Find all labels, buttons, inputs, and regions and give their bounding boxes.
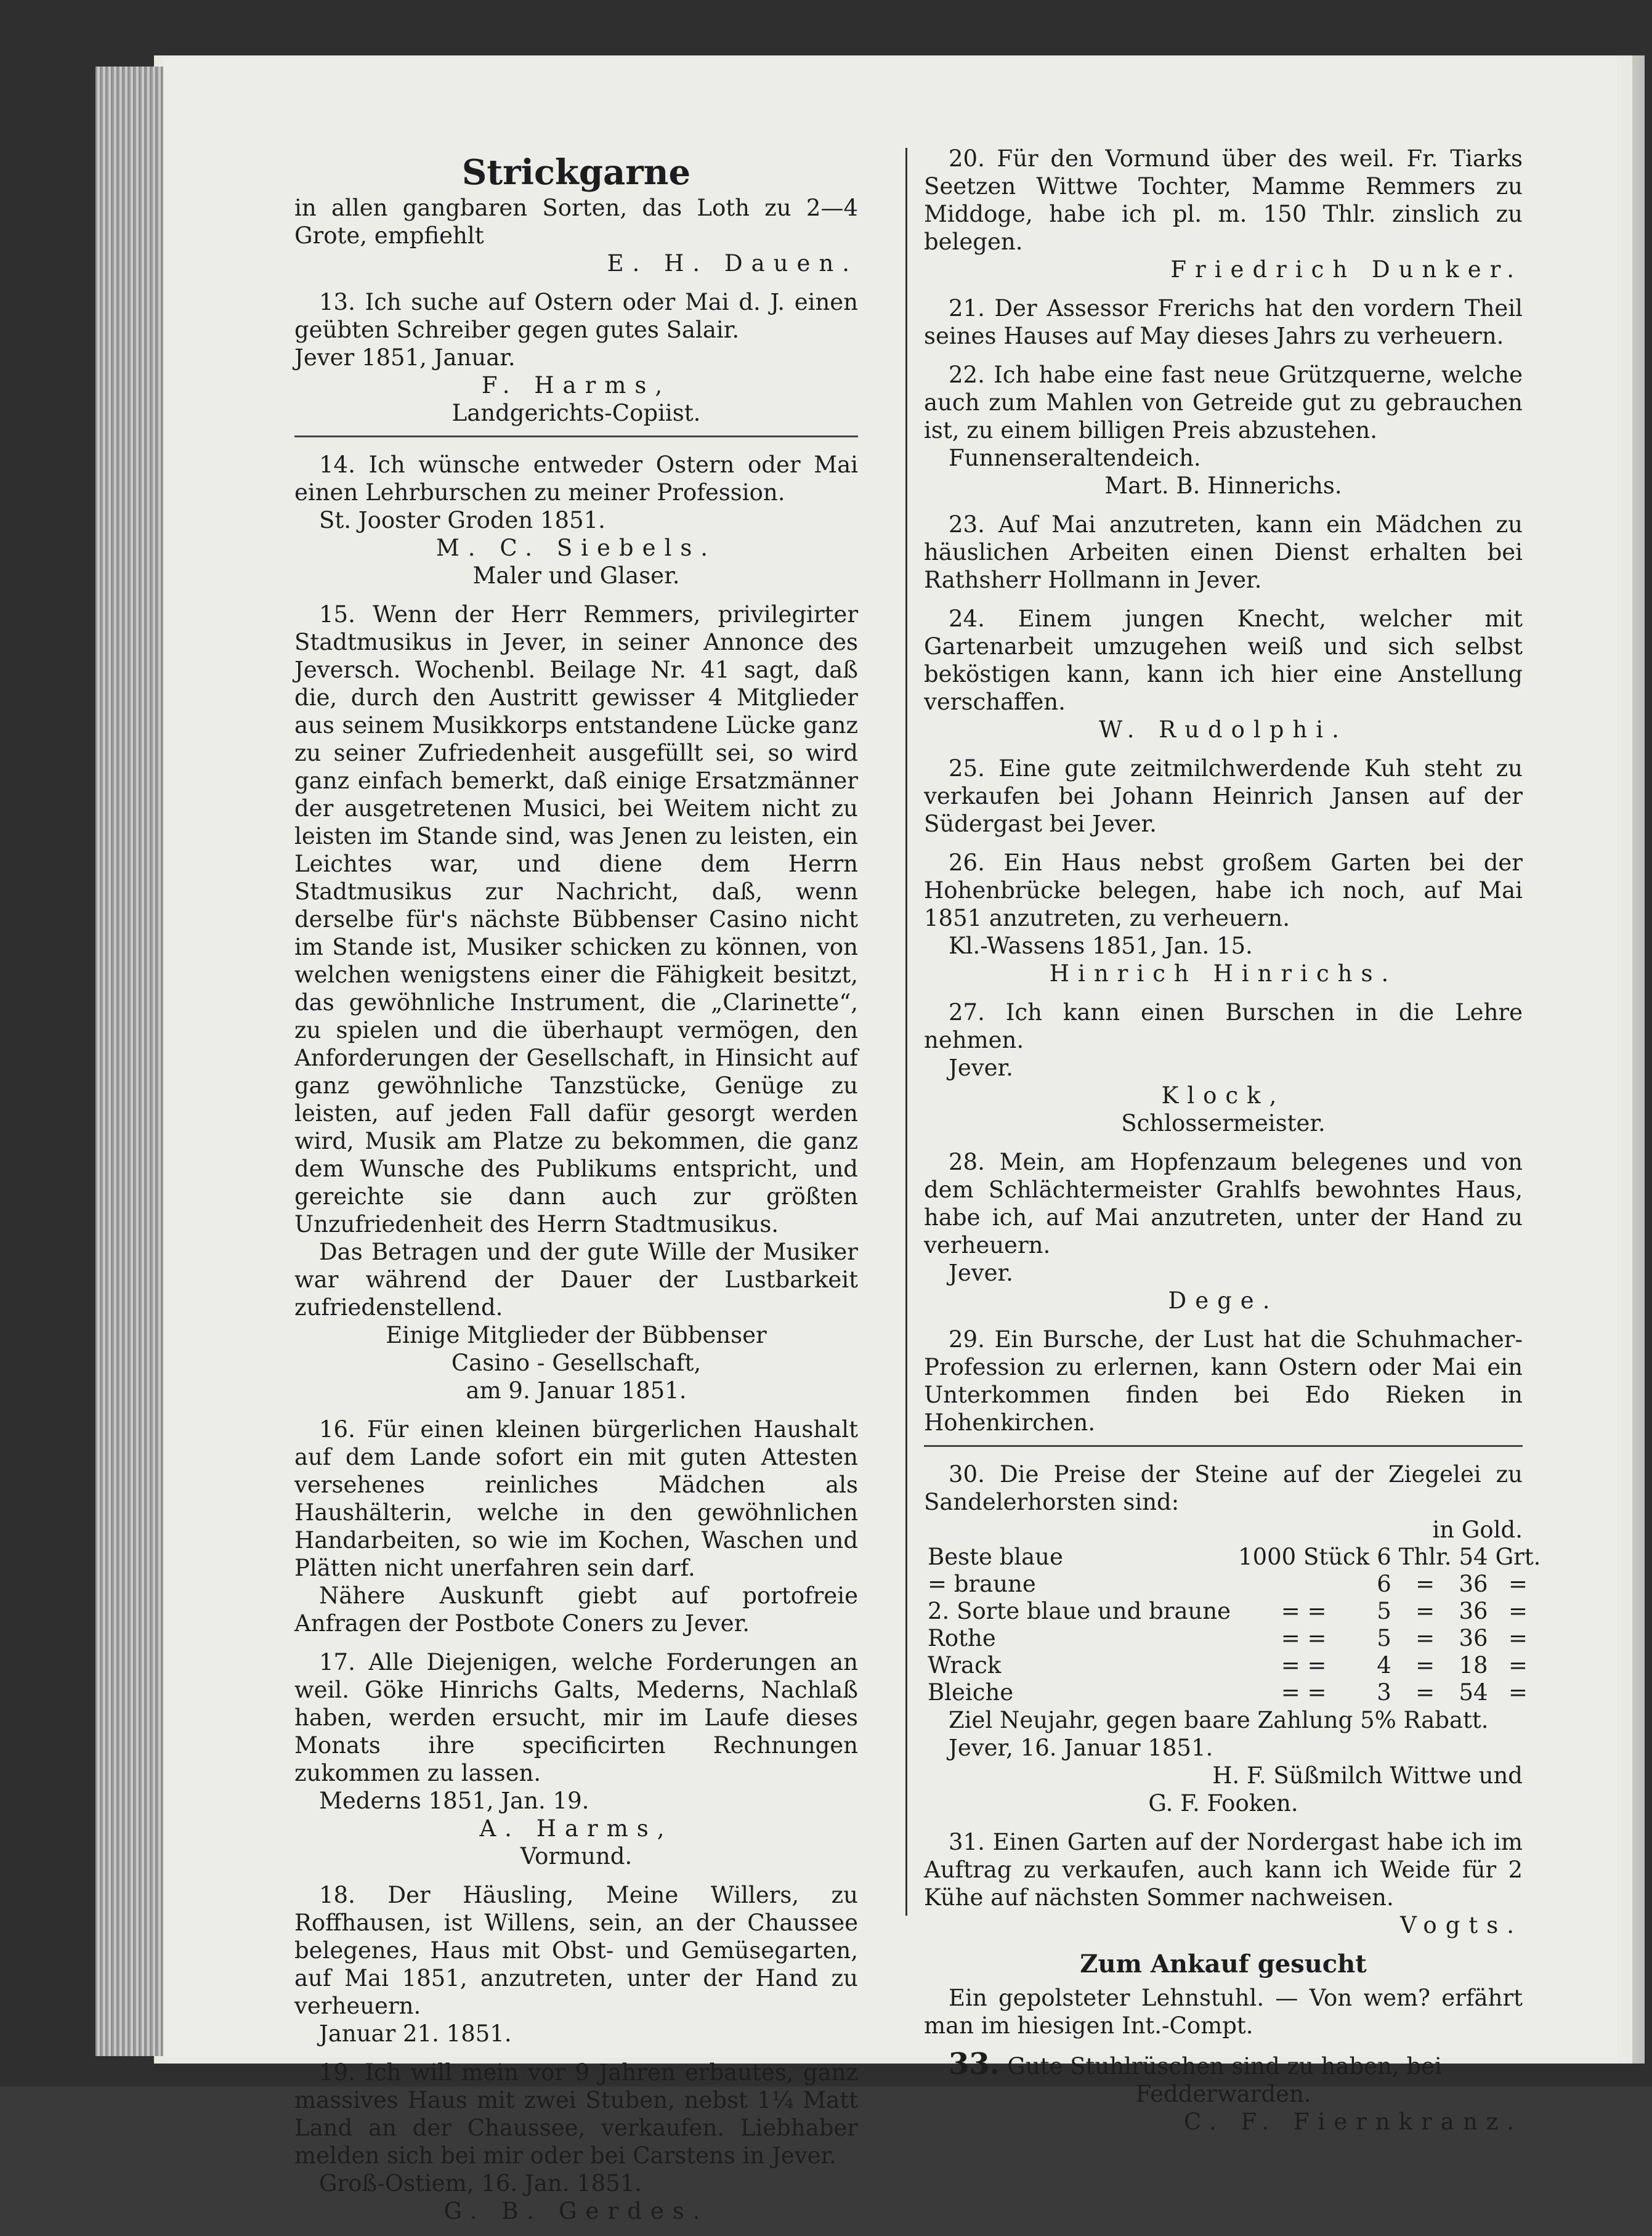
ad-number: 33. — [949, 2047, 1000, 2081]
price-thaler-unit: = — [1415, 1598, 1435, 1624]
ad-body: 30. Die Preise der Steine auf der Ziegelei zu Sandelerhorsten sind: — [924, 1461, 1523, 1515]
ad-31 — [924, 1828, 1523, 1939]
price-thaler: 4 — [1377, 1652, 1391, 1679]
ad-body-wrapper — [924, 2047, 1523, 2081]
ad-date: am 9. Januar 1851. — [466, 1377, 687, 1404]
ad-place-date: Groß-Ostiem, 16. Jan. 1851. — [319, 2170, 642, 2197]
ad-place-date: Jever, 16. Januar 1851. — [949, 1735, 1213, 1761]
ad-signature: Vogts. — [1400, 1912, 1523, 1938]
price-grote: 54 — [1459, 1544, 1488, 1570]
ad-21 — [924, 294, 1523, 350]
ad-body-continued: Nähere Auskunft giebt auf portofreie Anfragen der Postbote Coners zu Jever. — [294, 1582, 858, 1637]
ad-13 — [294, 288, 858, 437]
ad-body: 31. Einen Garten auf der Nordergast habe ich im Auftrag zu verkaufen, auch kann ich Weide für 2 Kühe auf nächsten Sommer nachweisen. — [924, 1829, 1523, 1911]
price-quantity: = = — [1281, 1625, 1327, 1651]
ad-15 — [294, 601, 858, 1404]
ad-body: 21. Der Assessor Frerichs hat den vordern Theil seines Hauses auf May dieses Jahrs zu verheuern. — [924, 295, 1523, 349]
price-thaler: 5 — [1377, 1625, 1391, 1651]
ad-place-date: Jever 1851, Januar. — [294, 344, 516, 371]
price-row — [924, 1679, 1544, 1706]
ad-23 — [924, 511, 1523, 594]
price-quantity: = = — [1281, 1598, 1327, 1624]
column-divider — [905, 148, 907, 1916]
ad-signature-line-2: Casino - Gesellschaft, — [451, 1350, 702, 1376]
ad-29 — [924, 1326, 1523, 1447]
ad-body: 17. Alle Diejenigen, welche Forderungen an weil. Göke Hinrichs Galts, Mederns, Nachlaß haben, werden ersucht, mir im Laufe dieses Monats ihre specificirten Rechnungen zukommen zu lassen. — [294, 1649, 858, 1786]
price-grote: 36 — [1459, 1598, 1488, 1624]
price-currency-header: in Gold. — [1432, 1517, 1523, 1543]
ad-date: Januar 21. 1851. — [319, 2020, 512, 2047]
price-row — [924, 1652, 1544, 1679]
ad-body: Gute Stuhlrüschen sind zu haben, bei — [1007, 2053, 1442, 2080]
price-grote: 54 — [1459, 1679, 1488, 1706]
ad-place-date: Kl.-Wassens 1851, Jan. 15. — [949, 933, 1253, 959]
ad-body: 16. Für einen kleinen bürgerlichen Haushalt auf dem Lande sofort ein mit guten Attesten versehenes reinliches Mädchen als Haushälterin, welche in den gewöhnlichen Handarbeiten, so wie im Kochen, Waschen und Plätten nicht unerfahren sein darf. — [294, 1416, 858, 1581]
price-label: Beste blaue — [928, 1544, 1063, 1570]
price-grote-unit: = — [1508, 1598, 1528, 1624]
ad-place: Jever. — [949, 1055, 1013, 1081]
price-grote: 36 — [1459, 1571, 1488, 1597]
ad-body: in allen gangbaren Sorten, das Loth zu 2—4 Grote, empfiehlt — [294, 195, 858, 249]
price-grote-unit: = — [1508, 1625, 1528, 1651]
price-grote-unit: = — [1508, 1571, 1528, 1597]
ad-body: 20. Für den Vormund über des weil. Fr. Tiarks Seetzen Wittwe Tochter, Mamme Remmers zu Middoge, habe ich pl. m. 150 Thlr. zinslich zu belegen. — [924, 145, 1523, 255]
ad-signature: Mart. B. Hinnerichs. — [1104, 472, 1342, 499]
price-thaler-unit: = — [1415, 1625, 1435, 1651]
ad-signature: Friedrich Dunker. — [1170, 256, 1523, 283]
price-row — [924, 1625, 1544, 1652]
ad-17 — [294, 1648, 858, 1870]
price-quantity: 1000 Stück — [1238, 1544, 1370, 1570]
ad-body: 27. Ich kann einen Burschen in die Lehre nehmen. — [924, 999, 1523, 1053]
ad-body: 15. Wenn der Herr Remmers, privilegirter Stadtmusikus in Jever, in seiner Annonce des Jeversch. Wochenbl. Beilage Nr. 41 sagt, daß die, durch den Austritt gewisser 4 Mitglieder aus seinem Musikkorps entstandene Lücke ganz zu seiner Zufriedenheit ausgefüllt sei, so wird ganz einfach bemerkt, daß einige Ersatzmänner der ausgetretenen Musici, bei Weitem nicht zu leisten im Stande sind, was Jenen zu leisten, ein Leichtes war, und diene dem Herrn Stadtmusikus zur Nachricht, daß, wenn derselbe für's nächste Bübbenser Casino nicht im Stande ist, Musiker schicken zu können, von welchen wenigstens einer die Fähigkeit besitzt, das gewöhnliche Instrument, die „Clarinette“, zu spielen und die überhaupt vermögen, den Anforderungen der Gesellschaft, in Hinsicht auf ganz gewöhnliche Tanzstücke, Genüge zu leisten, auf jeden Fall dafür gesorgt werden wird, Musik am Platze zu bekommen, die ganz dem Wunsche des Publikums entspricht, und gereichte sie dann auch zur größten Unzufriedenheit des Herrn Stadtmusikus. — [294, 601, 858, 1237]
ad-body: 28. Mein, am Hopfenzaum belegenes und von dem Schlächtermeister Grahlfs bewohntes Haus, habe ich, auf Mai anzutreten, unter der Hand zu verheuern. — [924, 1149, 1523, 1258]
ad-27 — [924, 999, 1523, 1137]
ad-title: Zum Ankauf gesucht — [1080, 1950, 1367, 1979]
separator-rule — [294, 435, 858, 437]
ad-body: 25. Eine gute zeitmilchwerdende Kuh steht zu verkaufen bei Johann Heinrich Jansen auf der Südergast bei Jever. — [924, 755, 1523, 837]
ad-place-date: Mederns 1851, Jan. 19. — [319, 1788, 589, 1814]
ad-place-date: St. Jooster Groden 1851. — [319, 507, 605, 533]
ad-body: Ein gepolsteter Lehnstuhl. — Von wem? erfährt man im hiesigen Int.-Compt. — [924, 1985, 1523, 2039]
price-grote: 18 — [1459, 1652, 1488, 1679]
ad-26 — [924, 849, 1523, 987]
book-binding — [95, 67, 163, 2056]
ad-ankauf — [924, 1950, 1523, 2040]
ad-body: 14. Ich wünsche entweder Ostern oder Mai einen Lehrburschen zu meiner Profession. — [294, 452, 858, 506]
price-row — [924, 1544, 1544, 1571]
right-column — [924, 145, 1541, 2147]
ad-28 — [924, 1148, 1523, 1314]
ad-signature: C. F. Fiernkranz. — [1183, 2108, 1523, 2135]
ad-body: 24. Einem jungen Knecht, welcher mit Gartenarbeit umzugehen weiß und sich selbst beköstigen kann, kann ich hier eine Anstellung verschaffen. — [924, 606, 1523, 715]
ad-signature-line-2: G. F. Fooken. — [1148, 1790, 1298, 1817]
left-column — [294, 145, 858, 2236]
price-label: = braune — [928, 1571, 1036, 1597]
ad-body: 13. Ich suche auf Ostern oder Mai d. J. einen geübten Schreiber gegen gutes Salair. — [294, 289, 858, 343]
ad-signature: F. Harms, — [481, 372, 671, 399]
ad-signature: E. H. Dauen. — [607, 250, 858, 277]
ad-22 — [924, 361, 1523, 500]
ad-title: Strickgarne — [461, 152, 691, 193]
price-thaler: 6 — [1377, 1571, 1391, 1597]
ad-signature: W. Rudolphi. — [1099, 716, 1348, 743]
price-thaler-unit: Thlr. — [1398, 1544, 1452, 1570]
ad-body: 18. Der Häusling, Meine Willers, zu Roffhausen, ist Willens, sein, an der Chaussee belegenes, Haus mit Obst- und Gemüsegarten, auf Mai 1851, anzutreten, unter der Hand zu verheuern. — [294, 1882, 858, 2019]
ad-signature: Dege. — [1168, 1287, 1279, 1314]
price-grote-unit: = — [1508, 1652, 1528, 1679]
ad-signature: G. B. Gerdes. — [443, 2198, 709, 2224]
ad-body: 19. Ich will mein vor 9 Jahren erbautes, ganz massives Haus mit zwei Stuben, nebst 1¼ Matt Land an der Chaussee, verkaufen. Liebhaber melden sich bei mir oder bei Carstens in Jever. — [294, 2059, 858, 2169]
price-thaler: 5 — [1377, 1598, 1391, 1624]
ad-strickgarne — [294, 151, 858, 277]
ad-body-continued: Das Betragen und der gute Wille der Musiker war während der Dauer der Lustbarkeit zufriedenstellend. — [294, 1239, 858, 1321]
ad-place: Jever. — [949, 1260, 1013, 1286]
price-thaler-unit: = — [1415, 1571, 1435, 1597]
ad-place: Funnenseraltendeich. — [949, 445, 1201, 471]
price-label: 2. Sorte blaue und braune — [928, 1598, 1231, 1624]
ad-signature: Hinrich Hinrichs. — [1049, 960, 1398, 987]
price-thaler-unit: = — [1415, 1652, 1435, 1679]
ad-signer-title: Vormund. — [520, 1843, 633, 1869]
ad-signature-line-1: Einige Mitglieder der Bübbenser — [386, 1322, 767, 1348]
price-label: Rothe — [928, 1625, 996, 1651]
ad-14 — [294, 451, 858, 589]
price-grote: 36 — [1459, 1625, 1488, 1651]
ad-signature: M. C. Siebels. — [435, 535, 717, 561]
ad-signer-title: Schlossermeister. — [1121, 1110, 1326, 1136]
ad-24 — [924, 605, 1523, 743]
price-quantity: = = — [1281, 1679, 1327, 1706]
ad-25 — [924, 755, 1523, 838]
ad-signer-title: Maler und Glaser. — [472, 562, 680, 589]
price-thaler: 6 — [1377, 1544, 1391, 1570]
price-thaler: 3 — [1377, 1679, 1391, 1706]
ad-signature-line-1: H. F. Süßmilch Wittwe und — [1212, 1762, 1523, 1789]
price-table — [924, 1544, 1544, 1706]
ad-signature: A. Harms, — [479, 1815, 673, 1842]
price-grote-unit: = — [1508, 1679, 1528, 1706]
ad-19 — [294, 2059, 858, 2225]
ad-16 — [294, 1416, 858, 1637]
separator-rule — [924, 1445, 1523, 1447]
payment-terms: Ziel Neujahr, gegen baare Zahlung 5% Rabatt. — [949, 1707, 1489, 1733]
ad-body: 23. Auf Mai anzutreten, kann ein Mädchen zu häuslichen Arbeiten einen Dienst erhalten bei Rathsherr Hollmann in Jever. — [924, 511, 1523, 593]
price-quantity: = = — [1281, 1652, 1327, 1679]
ad-signature: Klock, — [1161, 1082, 1286, 1109]
ad-place: Fedderwarden. — [1135, 2081, 1311, 2107]
ad-18 — [294, 1881, 858, 2048]
ad-body: 22. Ich habe eine fast neue Grützquerne, welche auch zum Mahlen von Getreide gut zu gebrauchen ist, zu einem billigen Preis abzustehen. — [924, 362, 1523, 444]
price-thaler-unit: = — [1415, 1679, 1435, 1706]
price-quantity — [1234, 1571, 1373, 1598]
ad-20 — [924, 145, 1523, 283]
ad-body: 26. Ein Haus nebst großem Garten bei der Hohenbrücke belegen, habe ich noch, auf Mai 1851 anzutreten, zu verheuern. — [924, 849, 1523, 931]
price-row — [924, 1571, 1544, 1598]
price-grote-unit: Grt. — [1495, 1544, 1541, 1570]
ad-30 — [924, 1460, 1541, 1817]
ad-signer-title: Landgerichts-Copiist. — [451, 400, 701, 426]
price-row — [924, 1598, 1544, 1625]
price-label: Bleiche — [928, 1679, 1014, 1706]
ad-33 — [924, 2047, 1523, 2136]
ad-body: 29. Ein Bursche, der Lust hat die Schuhmacher-Profession zu erlernen, kann Ostern oder Mai ein Unterkommen finden bei Edo Rieken in Hohenkirchen. — [924, 1326, 1523, 1436]
price-label: Wrack — [928, 1652, 1002, 1679]
